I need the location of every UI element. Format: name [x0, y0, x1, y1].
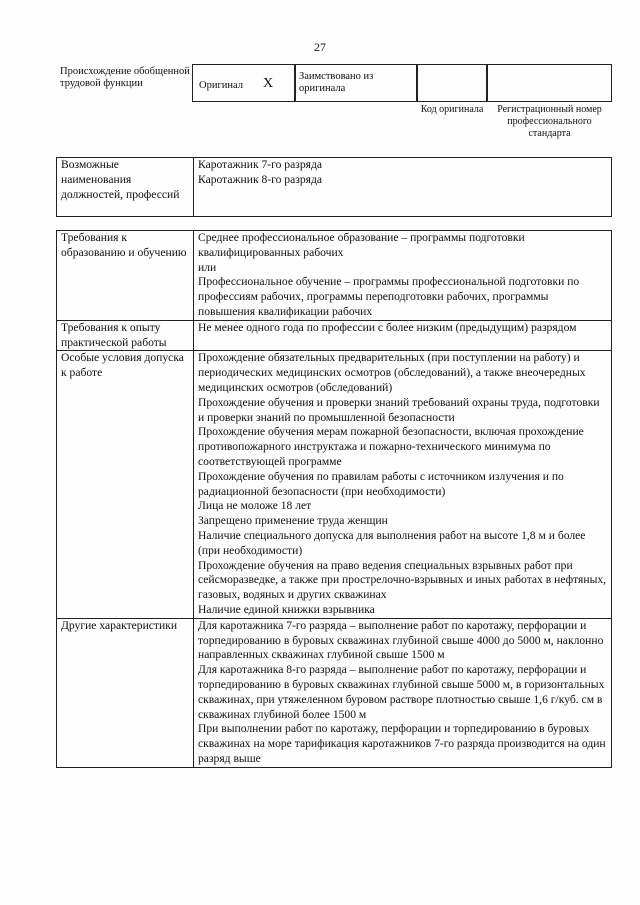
original-label: Оригинал: [199, 80, 243, 91]
requirement-item: Для каротажника 7-го разряда – выполнение работ по каротажу, перфорации и торпедированию в буровых скважинах глубиной свыше 4000 до 5000 м, наклонно направленных скважинах глубиной свыше 1500 м: [198, 618, 604, 662]
borrowed-label: Заимствовано из оригинала: [299, 71, 374, 94]
requirement-item: Прохождение обязательных предварительных (при поступлении на работу) и периодических медицинских осмотров (обследований), а также внеочередных медицинских осмотров (обследований): [198, 351, 586, 394]
requirement-item: Профессиональное обучение – программы профессиональной подготовки по профессиям рабочих, программы переподготовки рабочих, программы повышения квалификации рабочих: [198, 275, 580, 318]
positions-table: [56, 157, 612, 217]
education-values: [194, 231, 612, 321]
admission-values: [194, 351, 612, 618]
requirements-row: [57, 618, 612, 767]
requirements-row: [57, 231, 612, 321]
position-item: Каротажник 8-го разряда: [198, 172, 322, 186]
positions-label: Возможные наименования должностей, профессий: [57, 158, 194, 217]
requirement-item: Наличие единой книжки взрывника: [198, 602, 375, 616]
requirement-item: При выполнении работ по каротажу, перфорации и торпедированию в буровых скважинах на море тарификация каротажников 7-го разряда производится на один разряд выше: [198, 722, 606, 765]
other-values: [194, 618, 612, 767]
requirements-row: [57, 351, 612, 618]
requirement-item: Прохождение обучения мерам пожарной безопасности, включая прохождение противопожарного инструктажа и пожарно-технического минимума по соответствующей программе: [198, 425, 584, 468]
code-cell: [417, 64, 487, 102]
requirements-row: [57, 320, 612, 351]
origin-label: Происхождение обобщенной трудовой функции: [60, 66, 190, 89]
requirement-item: Наличие специального допуска для выполнения работ на высоте 1,8 м и более (при необходимости): [198, 528, 586, 557]
experience-values: [194, 320, 612, 351]
reg-number-cell: [487, 64, 612, 102]
requirement-item: Для каротажника 8-го разряда – выполнение работ по каротажу, перфорации и торпедированию в буровых скважинах глубиной свыше 5000 м, в горизонтальных скважинах, при утяжеленном буровом растворе плотностью свыше 1,6 г/куб. см в скважинах глубиной более 1500 м: [198, 663, 605, 721]
requirement-item: Прохождение обучения и проверки знаний требований охраны труда, подготовки и проверки знаний по промышленной безопасности: [198, 395, 600, 424]
experience-label: Требования к опыту практической работы: [57, 320, 194, 351]
education-label: Требования к образованию и обучению: [57, 231, 194, 321]
requirement-item: Запрещено применение труда женщин: [198, 514, 388, 528]
requirement-item: или: [198, 260, 217, 274]
requirements-table: [56, 230, 612, 768]
reg-number-label: Регистрационный номер профессионального стандарта: [497, 104, 602, 139]
requirement-item: Лица не моложе 18 лет: [198, 499, 312, 513]
requirement-item: Не менее одного года по профессии с более низким (предыдущим) разрядом: [198, 320, 577, 334]
requirement-item: Прохождение обучения на право ведения специальных взрывных работ при сейсморазведке, а также при прострелочно-взрывных и иных работах в нефтяных, газовых, водяных и других скважинах: [198, 558, 607, 602]
requirement-item: Среднее профессиональное образование – программы подготовки квалифицированных рабочих: [198, 231, 525, 259]
other-label: Другие характеристики: [57, 618, 194, 767]
positions-row: [57, 158, 612, 217]
page-number: 27: [314, 40, 326, 54]
code-label: Код оригинала: [420, 104, 484, 115]
admission-label: Особые условия допуска к работе: [57, 351, 194, 618]
requirement-item: Прохождение обучения по правилам работы с источником излучения и по радиационной безопасности (при необходимости): [198, 469, 564, 498]
positions-values: [194, 158, 612, 217]
original-mark: X: [263, 76, 274, 91]
position-item: Каротажник 7-го разряда: [198, 158, 322, 171]
